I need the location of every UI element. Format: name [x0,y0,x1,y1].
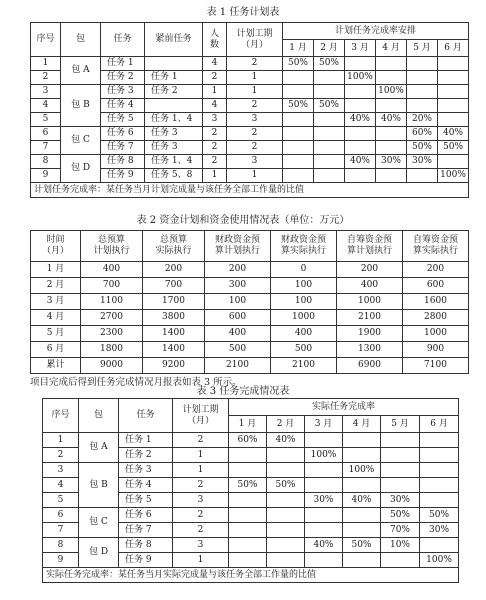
t1-month-1: 1 月 [283,40,314,57]
t1-month-6: 6 月 [438,40,469,57]
row-duration: 3 [227,155,283,169]
row-duration: 2 [227,141,283,155]
row-month-3-rate [305,478,343,493]
table1-caption: 表 1 任务计划表 [206,7,280,18]
t2-cell: 2700 [81,310,143,326]
table-row [31,127,469,141]
t1-footer: 计划任务完成率：某任务当月计划完成量与该任务全部工作量的比值 [31,183,469,198]
row-month-6-rate: 30% [420,523,459,538]
row-month-1-rate [229,538,267,553]
row-month-1-rate [283,127,314,141]
t2-cell: 5 月 [31,326,81,342]
table3-intro: 项目完成后得到任务完成情况月报表如表 3 所示。 [30,377,242,388]
t2-header-0: 时间 （月） [31,231,81,262]
row-people: 2 [203,141,227,155]
t2-cell: 700 [81,278,143,294]
t3-footer: 实际任务完成率：某任务当月实际完成量与该任务全部工作量的比值 [43,568,459,583]
row-month-4-rate [343,478,381,493]
row-month-2-rate: 50% [314,99,345,113]
row-duration: 3 [173,493,229,508]
row-predecessor: 任务 1、4 [145,113,203,127]
row-month-4-rate [376,127,407,141]
row-people: 2 [203,127,227,141]
t2-cell: 2300 [81,326,143,342]
t2-cell: 1700 [143,294,205,310]
row-month-1-rate [283,141,314,155]
table-row [31,310,469,326]
row-seq: 2 [43,448,79,463]
t2-cell: 3800 [143,310,205,326]
table-row [31,278,469,294]
t2-cell: 200 [143,262,205,278]
row-task: 任务 1 [119,433,173,448]
row-month-4-rate: 30% [376,155,407,169]
package-cell: 包 C [61,127,101,155]
t2-cell: 400 [271,326,337,342]
t2-cell: 200 [205,262,271,278]
row-month-2-rate [267,493,305,508]
row-month-3-rate [305,433,343,448]
t2-cell: 4 月 [31,310,81,326]
row-month-2-rate: 50% [314,57,345,71]
t2-cell: 1100 [81,294,143,310]
row-task: 任务 9 [119,553,173,568]
row-seq: 7 [31,141,61,155]
row-month-1-rate [283,113,314,127]
row-month-6-rate [438,85,469,99]
row-month-2-rate [314,113,345,127]
row-month-6-rate: 50% [420,508,459,523]
table-row [31,57,469,71]
t3-month-2: 2 月 [267,416,305,433]
row-month-3-rate [305,463,343,478]
package-cell: 包 B [61,85,101,127]
row-month-2-rate [314,85,345,99]
row-seq: 5 [43,493,79,508]
package-cell: 包 A [79,433,119,463]
row-month-1-rate [283,169,314,183]
row-month-6-rate [438,155,469,169]
row-month-5-rate: 50% [381,508,420,523]
row-task: 任务 9 [101,169,145,183]
t2-header-4: 财政资金预 算实际执行 [271,231,337,262]
row-month-1-rate [229,463,267,478]
t2-cell: 累计 [31,358,81,374]
t3-header-task: 任务 [119,399,173,433]
t2-cell: 0 [271,262,337,278]
t2-cell: 100 [205,294,271,310]
t1-header-pkg: 包 [61,23,101,57]
table-row [43,433,459,448]
row-task: 任务 8 [119,538,173,553]
row-task: 任务 7 [101,141,145,155]
row-month-5-rate [407,85,438,99]
row-people: 2 [203,71,227,85]
table-row [31,326,469,342]
table-row [43,463,459,478]
t2-header-2: 总预算 实际执行 [143,231,205,262]
t1-month-2: 2 月 [314,40,345,57]
row-month-3-rate [345,99,376,113]
t2-header-3: 财政资金预 算计划执行 [205,231,271,262]
row-month-5-rate [407,169,438,183]
t2-cell: 1800 [81,342,143,358]
row-task: 任务 1 [101,57,145,71]
t2-cell: 2100 [271,358,337,374]
row-task: 任务 2 [101,71,145,85]
row-month-6-rate [420,478,459,493]
t1-header-schedule: 计划任务完成率安排 [283,23,469,40]
t2-cell: 3 月 [31,294,81,310]
t2-cell: 1600 [403,294,469,310]
row-month-6-rate [438,99,469,113]
t3-header-pkg: 包 [79,399,119,433]
row-month-1-rate [229,523,267,538]
row-month-4-rate [343,553,381,568]
row-seq: 6 [43,508,79,523]
row-task: 任务 4 [101,99,145,113]
row-month-3-rate [345,141,376,155]
row-month-4-rate [376,141,407,155]
package-cell: 包 D [79,538,119,568]
row-month-5-rate: 20% [407,113,438,127]
row-month-5-rate [381,553,420,568]
row-predecessor: 任务 2 [145,85,203,99]
row-month-6-rate [420,493,459,508]
t2-cell: 1000 [337,294,403,310]
t2-cell: 1300 [337,342,403,358]
row-month-6-rate: 100% [438,169,469,183]
row-month-6-rate [438,71,469,85]
row-seq: 4 [31,99,61,113]
row-month-6-rate [438,113,469,127]
table-row [31,342,469,358]
row-seq: 7 [43,523,79,538]
t2-cell: 1900 [337,326,403,342]
row-duration: 1 [173,463,229,478]
row-people: 1 [203,85,227,99]
row-month-2-rate [267,538,305,553]
row-month-1-rate [229,493,267,508]
row-month-1-rate [229,553,267,568]
row-month-4-rate [376,169,407,183]
row-month-5-rate [407,57,438,71]
row-month-2-rate [267,553,305,568]
row-month-5-rate [381,463,420,478]
row-month-3-rate: 100% [305,448,343,463]
t3-month-1: 1 月 [229,416,267,433]
t2-cell: 7100 [403,358,469,374]
t1-header-pred: 紧前任务 [145,23,203,57]
t2-cell: 2 月 [31,278,81,294]
row-month-1-rate [283,85,314,99]
t2-cell: 9000 [81,358,143,374]
t2-cell: 500 [205,342,271,358]
row-month-2-rate [314,169,345,183]
row-task: 任务 3 [119,463,173,478]
t2-cell: 500 [271,342,337,358]
row-predecessor: 任务 1、4 [145,155,203,169]
row-month-2-rate [267,508,305,523]
t2-cell: 1000 [271,310,337,326]
table-row [31,85,469,99]
row-month-4-rate [343,508,381,523]
t2-cell: 1400 [143,326,205,342]
row-task: 任务 2 [119,448,173,463]
t2-cell: 400 [205,326,271,342]
row-month-4-rate: 40% [343,493,381,508]
fund-usage-table [30,230,469,374]
row-month-6-rate [420,538,459,553]
row-duration: 2 [173,433,229,448]
row-month-4-rate [343,523,381,538]
row-month-3-rate [345,127,376,141]
row-seq: 4 [43,478,79,493]
row-month-3-rate [345,57,376,71]
row-month-2-rate [267,448,305,463]
row-month-3-rate [305,508,343,523]
row-month-2-rate [267,523,305,538]
row-month-3-rate: 30% [305,493,343,508]
row-month-1-rate: 50% [283,57,314,71]
row-month-3-rate: 40% [345,113,376,127]
row-month-5-rate: 30% [381,493,420,508]
t3-month-5: 5 月 [381,416,420,433]
row-month-1-rate [283,71,314,85]
row-month-6-rate: 100% [420,553,459,568]
row-seq: 2 [31,71,61,85]
t2-cell: 600 [403,278,469,294]
row-month-5-rate: 30% [407,155,438,169]
row-task: 任务 4 [119,478,173,493]
row-duration: 1 [173,448,229,463]
row-duration: 2 [227,99,283,113]
t2-cell: 6900 [337,358,403,374]
row-month-2-rate [314,141,345,155]
row-month-3-rate [305,553,343,568]
t2-header-1: 总预算 计划执行 [81,231,143,262]
row-month-1-rate [283,155,314,169]
row-duration: 3 [227,113,283,127]
row-month-1-rate [229,508,267,523]
row-duration: 1 [227,71,283,85]
row-predecessor [145,99,203,113]
row-month-3-rate: 100% [345,71,376,85]
row-seq: 1 [43,433,79,448]
t1-month-5: 5 月 [407,40,438,57]
row-seq: 9 [31,169,61,183]
t2-cell: 2800 [403,310,469,326]
row-predecessor: 任务 3 [145,127,203,141]
row-month-4-rate: 50% [343,538,381,553]
row-month-5-rate: 70% [381,523,420,538]
package-cell: 包 D [61,155,101,183]
t1-header-task: 任务 [101,23,145,57]
row-duration: 1 [227,169,283,183]
row-duration: 2 [173,523,229,538]
row-seq: 5 [31,113,61,127]
row-month-5-rate [407,99,438,113]
row-month-4-rate [376,71,407,85]
row-people: 4 [203,57,227,71]
row-month-3-rate [305,523,343,538]
row-seq: 1 [31,57,61,71]
row-task: 任务 6 [119,508,173,523]
row-task: 任务 5 [119,493,173,508]
t1-month-3: 3 月 [345,40,376,57]
row-task: 任务 5 [101,113,145,127]
row-month-5-rate: 60% [407,127,438,141]
t2-cell: 6 月 [31,342,81,358]
t2-cell: 400 [337,278,403,294]
table-row [31,358,469,374]
row-month-2-rate: 50% [267,478,305,493]
row-month-4-rate [376,57,407,71]
row-people: 4 [203,99,227,113]
row-duration: 3 [173,538,229,553]
row-month-6-rate [420,463,459,478]
package-cell: 包 A [61,57,101,85]
t2-cell: 1400 [143,342,205,358]
row-month-1-rate: 50% [283,99,314,113]
row-duration: 2 [227,57,283,71]
table2-caption: 表 2 资金计划和资金使用情况表（单位：万元） [136,215,350,226]
table-row [31,262,469,278]
row-month-4-rate [343,448,381,463]
row-month-3-rate [345,169,376,183]
table-row [31,294,469,310]
row-month-5-rate [381,478,420,493]
t2-cell: 700 [143,278,205,294]
t2-cell: 9200 [143,358,205,374]
row-month-5-rate [381,433,420,448]
row-month-1-rate: 50% [229,478,267,493]
t2-cell: 200 [403,262,469,278]
table-row [43,508,459,523]
row-month-5-rate: 50% [407,141,438,155]
row-month-5-rate [381,448,420,463]
row-predecessor: 任务 1 [145,71,203,85]
t2-cell: 100 [271,278,337,294]
row-month-6-rate [438,57,469,71]
t2-cell: 200 [337,262,403,278]
row-month-1-rate [229,448,267,463]
row-month-4-rate: 100% [376,85,407,99]
row-month-5-rate: 10% [381,538,420,553]
table-row [43,538,459,553]
row-month-2-rate: 40% [267,433,305,448]
row-month-4-rate [376,99,407,113]
row-task: 任务 7 [119,523,173,538]
row-month-2-rate [267,463,305,478]
row-month-6-rate: 50% [438,141,469,155]
t2-cell: 300 [205,278,271,294]
row-month-3-rate: 40% [345,155,376,169]
t2-cell: 2100 [337,310,403,326]
row-month-2-rate [314,71,345,85]
package-cell: 包 B [79,463,119,508]
row-task: 任务 3 [101,85,145,99]
t2-cell: 600 [205,310,271,326]
task-plan-table [30,22,469,198]
row-duration: 2 [173,478,229,493]
t2-cell: 1 月 [31,262,81,278]
row-month-6-rate [420,448,459,463]
row-seq: 6 [31,127,61,141]
t3-month-3: 3 月 [305,416,343,433]
t2-header-5: 自筹资金预 算计划执行 [337,231,403,262]
row-month-2-rate [314,155,345,169]
t2-cell: 100 [271,294,337,310]
table-row [31,155,469,169]
row-task: 任务 6 [101,127,145,141]
row-people: 2 [203,155,227,169]
row-month-4-rate: 100% [343,463,381,478]
row-seq: 3 [43,463,79,478]
row-month-5-rate [407,71,438,85]
row-month-2-rate [314,127,345,141]
t3-header-actual: 实际任务完成率 [229,399,459,416]
row-month-6-rate: 40% [438,127,469,141]
t3-header-duration: 计划工期 （月） [173,399,229,433]
row-month-1-rate: 60% [229,433,267,448]
t2-cell: 1000 [403,326,469,342]
row-predecessor: 任务 3 [145,141,203,155]
t1-header-duration: 计划工期 （月） [227,23,283,57]
row-task: 任务 8 [101,155,145,169]
row-seq: 8 [43,538,79,553]
row-predecessor: 任务 5、8 [145,169,203,183]
row-month-6-rate [420,433,459,448]
row-people: 1 [203,169,227,183]
t3-month-6: 6 月 [420,416,459,433]
row-month-3-rate [345,85,376,99]
task-completion-table [42,398,459,583]
t3-month-4: 4 月 [343,416,381,433]
row-duration: 2 [173,508,229,523]
t1-month-4: 4 月 [376,40,407,57]
row-month-4-rate: 40% [376,113,407,127]
row-month-3-rate: 40% [305,538,343,553]
t2-header-6: 自筹资金预 算实际执行 [403,231,469,262]
row-duration: 1 [173,553,229,568]
row-seq: 9 [43,553,79,568]
row-people: 3 [203,113,227,127]
t1-header-seq: 序号 [31,23,61,57]
package-cell: 包 C [79,508,119,538]
t2-cell: 2100 [205,358,271,374]
t2-cell: 400 [81,262,143,278]
t1-header-people: 人 数 [203,23,227,57]
row-duration: 2 [227,127,283,141]
row-seq: 3 [31,85,61,99]
t2-cell: 900 [403,342,469,358]
row-duration: 1 [227,85,283,99]
row-month-4-rate [343,433,381,448]
row-seq: 8 [31,155,61,169]
t3-header-seq: 序号 [43,399,79,433]
table3-caption: 表 3 任务完成情况表 [196,386,290,397]
row-predecessor [145,57,203,71]
